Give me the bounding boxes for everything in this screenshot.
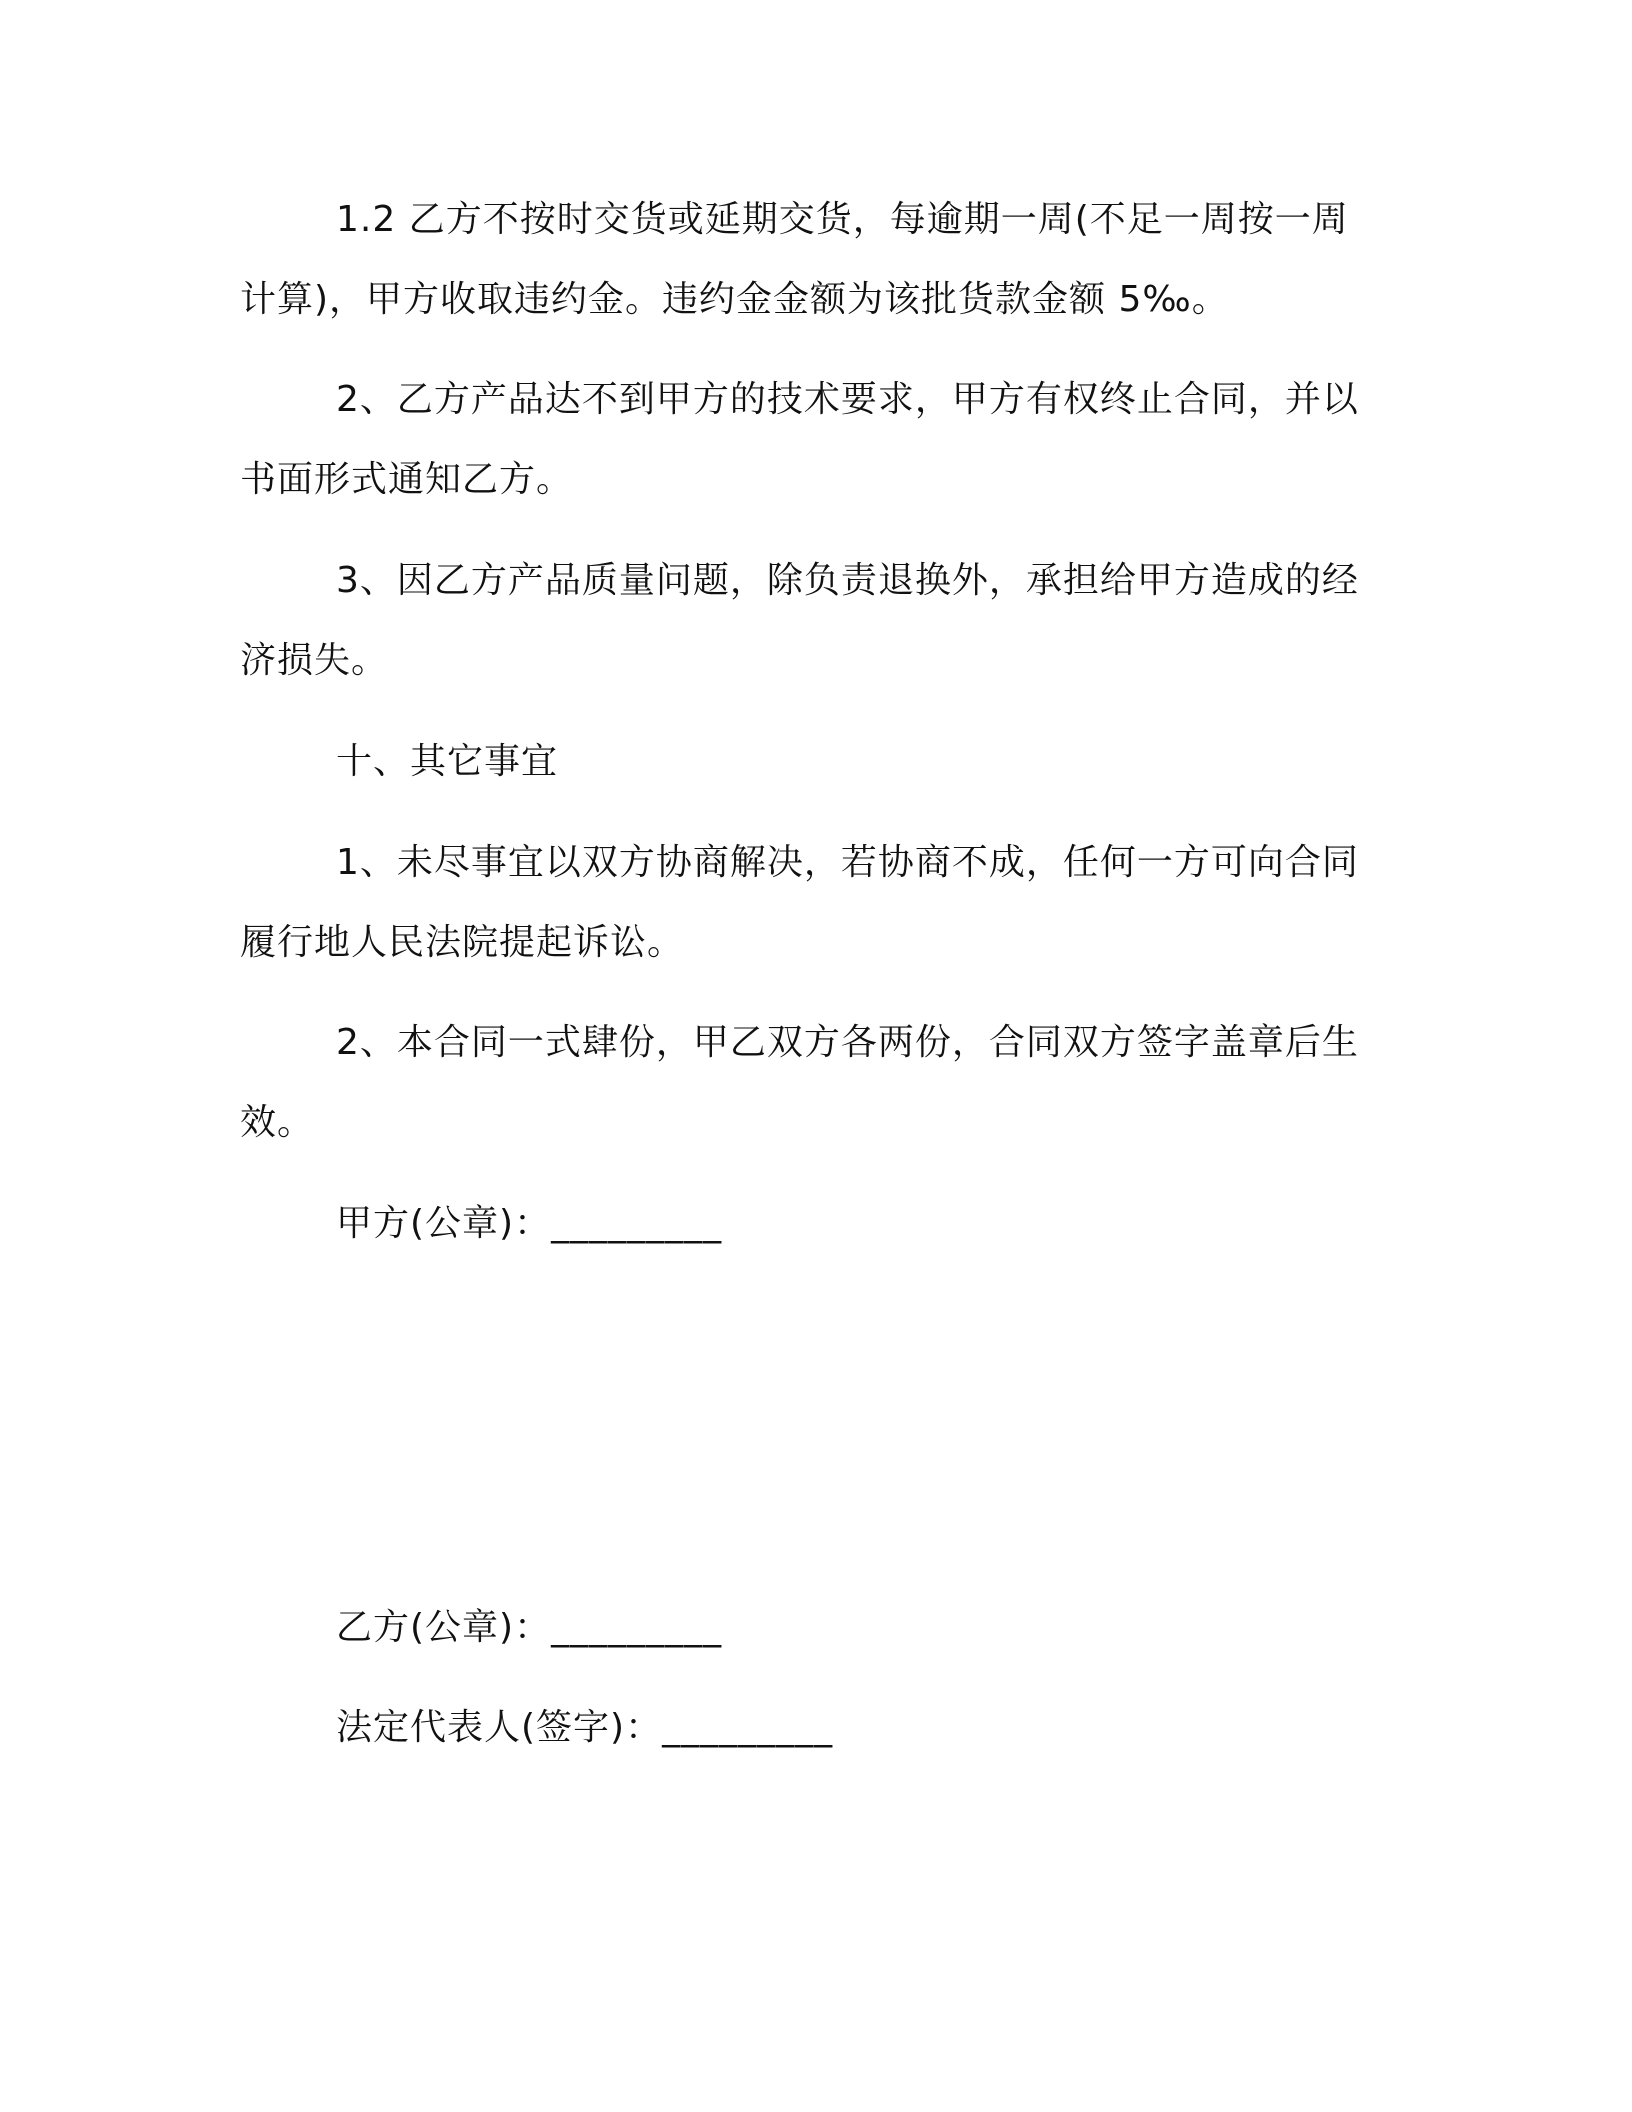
clause-3-quality-issues: 3、因乙方产品质量问题，除负责退换外，承担给甲方造成的经济损失。 [240, 560, 1359, 681]
section-heading-other-matters: 十、其它事宜 [336, 741, 559, 782]
party-b-seal-line: 乙方(公章)：_________ [336, 1607, 723, 1648]
section-10-clause-1-disputes: 1、未尽事宜以双方协商解决，若协商不成，任何一方可向合同履行地人民法院提起诉讼。 [240, 842, 1359, 963]
section-10-clause-2-copies: 2、本合同一式肆份，甲乙双方各两份，合同双方签字盖章后生效。 [240, 1022, 1359, 1143]
clause-2-technical-requirements: 2、乙方产品达不到甲方的技术要求，甲方有权终止合同，并以书面形式通知乙方。 [240, 379, 1359, 500]
party-a-seal-line: 甲方(公章)：_________ [336, 1203, 723, 1244]
legal-representative-signature-line: 法定代表人(签字)：_________ [336, 1707, 834, 1748]
clause-1-2-late-delivery: 1.2 乙方不按时交货或延期交货，每逾期一周(不足一周按一周计算)，甲方收取违约金。违约金金额为该批货款金额 5‰。 [240, 199, 1349, 320]
